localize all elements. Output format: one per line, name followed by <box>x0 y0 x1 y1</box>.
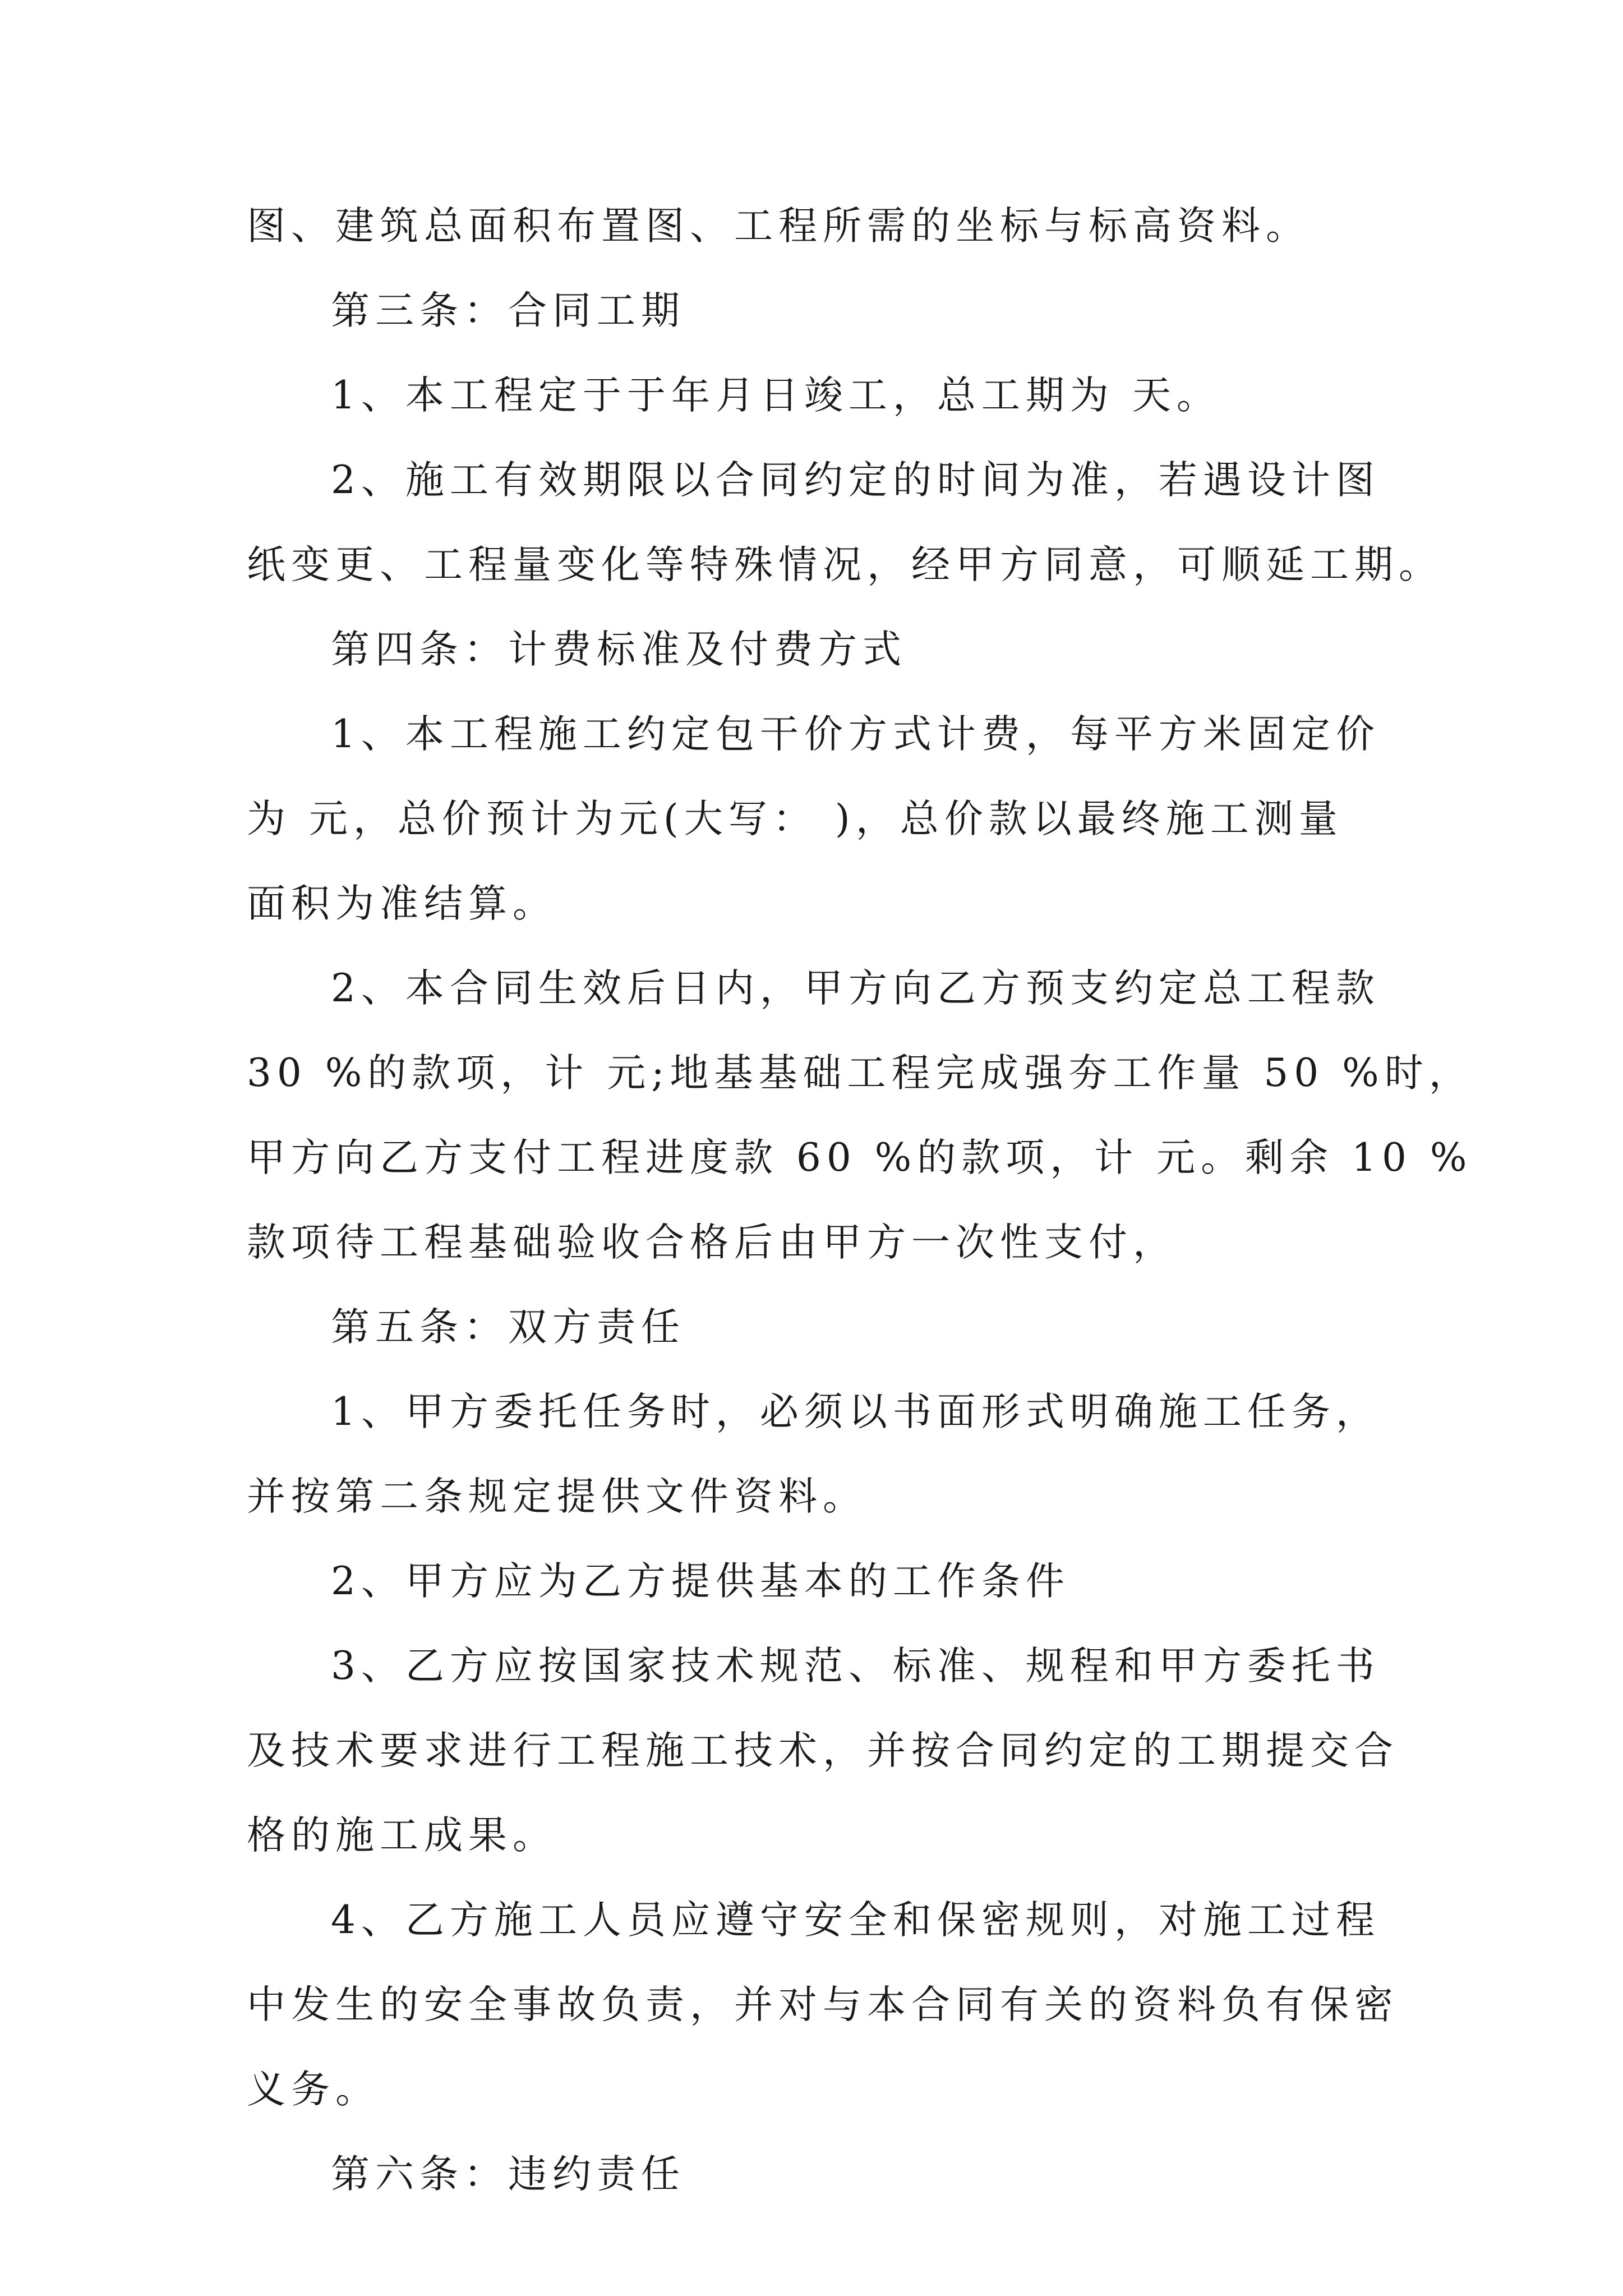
paragraph-line: 款项待工程基础验收合格后由甲方一次性支付， <box>247 1220 1177 1265</box>
paragraph-line: 1、甲方委托任务时，必须以书面形式明确施工任务， <box>331 1389 1380 1434</box>
paragraph-line: 纸变更、工程量变化等特殊情况，经甲方同意，可顺延工期。 <box>247 542 1443 587</box>
paragraph-line: 30 %的款项，计 元;地基基础工程完成强夯工作量 50 %时， <box>247 1051 1473 1096</box>
paragraph-line: 2、施工有效期限以合同约定的时间为准，若遇设计图 <box>331 458 1380 503</box>
paragraph-line: 1、本工程定于于年月日竣工，总工期为 天。 <box>331 373 1221 418</box>
document-body <box>247 204 1473 2238</box>
paragraph-line: 为 元，总价预计为元(大写： )，总价款以最终施工测量 <box>247 797 1343 841</box>
paragraph-line: 甲方向乙方支付工程进度款 60 %的款项，计 元。剩余 10 % <box>247 1135 1473 1180</box>
paragraph-line: 图、建筑总面积布置图、工程所需的坐标与标高资料。 <box>247 204 1310 249</box>
section-heading-3: 第三条：合同工期 <box>331 288 685 333</box>
paragraph-line: 面积为准结算。 <box>247 881 557 926</box>
paragraph-line: 1、本工程施工约定包干价方式计费，每平方米固定价 <box>331 712 1380 757</box>
paragraph-line: 3、乙方应按国家技术规范、标准、规程和甲方委托书 <box>331 1644 1380 1688</box>
paragraph-line: 中发生的安全事故负责，并对与本合同有关的资料负有保密 <box>247 1982 1399 2027</box>
paragraph-line: 并按第二条规定提供文件资料。 <box>247 1474 867 1519</box>
paragraph-line: 及技术要求进行工程施工技术，并按合同约定的工期提交合 <box>247 1728 1399 1773</box>
section-heading-4: 第四条：计费标准及付费方式 <box>331 627 907 672</box>
paragraph-line: 义务。 <box>247 2067 380 2112</box>
paragraph-line: 2、本合同生效后日内，甲方向乙方预支约定总工程款 <box>331 966 1380 1011</box>
section-heading-5: 第五条：双方责任 <box>331 1305 685 1350</box>
paragraph-line: 2、甲方应为乙方提供基本的工作条件 <box>331 1559 1070 1604</box>
section-heading-6: 第六条：违约责任 <box>331 2152 685 2197</box>
paragraph-line: 格的施工成果。 <box>247 1813 557 1858</box>
paragraph-line: 4、乙方施工人员应遵守安全和保密规则，对施工过程 <box>331 1898 1380 1943</box>
